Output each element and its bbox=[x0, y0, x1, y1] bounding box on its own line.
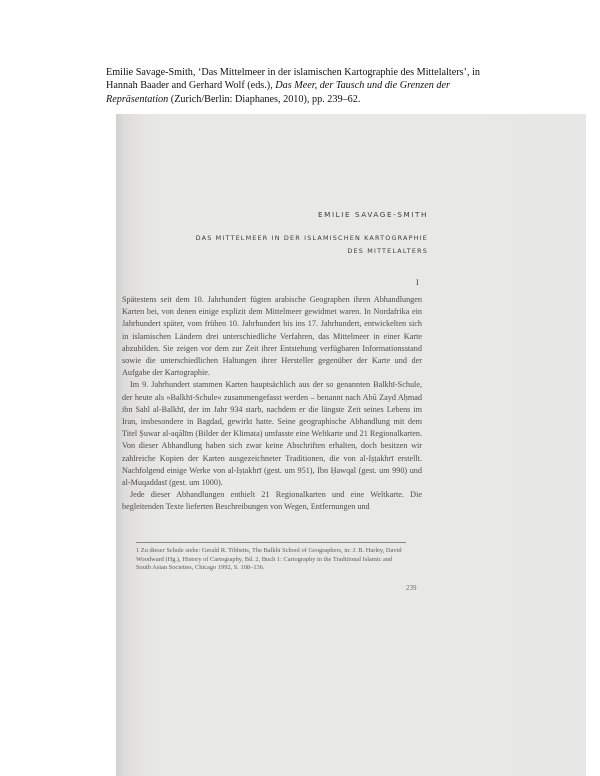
author-header: EMILIE SAVAGE-SMITH bbox=[318, 210, 428, 219]
paragraph-2: Im 9. Jahrhundert stammen Karten hauptsächlich aus der so genannten Balkhī-Schule, der heute als »Balkhī-Schule« zusammengefasst werden – benannt nach Abū Zayd Aḥmad ibn Sahl al-Balkhī, der im Jahr 934 starb, nachdem er die längste Zeit seines Lebens im Iran, insbesondere in Bagdad, gewirkt hatte. Seine geographische Abhandlung mit dem Titel Ṣuwar al-aqālīm (Bilder der Klimata) umfasste eine Weltkarte und 21 Regionalkarten. Von dieser Abhandlung haben sich zwar keine Abschriften erhalten, doch besitzen wir zahlreiche Kopien der Karten ausgezeichneter Traditionen, die von al-Iṣṭakhrī erstellt. Nachfolgend einige Werke von al-Iṣṭakhrī (gest. um 951), Ibn Ḥawqal (gest. um 990) und al-Muqaddasī (gest. um 1000). bbox=[122, 380, 422, 488]
paragraph-1: Spätestens seit dem 10. Jahrhundert fügten arabische Geographen ihren Abhandlungen Karten bei, von denen einige explizit dem Mittelmeer gewidmet waren. In Nordafrika ein Jahrhundert später, vom frühen 10. Jahrhundert bis ins 17. Jahrhundert, entwickelten sich in islamischen Ländern drei unterschiedliche Verfahren, das Mittelmeer in einer Karte abzubilden. Sie zeigen vor dem zur Zeit ihrer Entstehung verfügbaren Informationsstand sowie die unterschiedlichen Haltungen ihrer Hersteller gegenüber der Karte und der Aufgabe der Kartographie. bbox=[122, 295, 422, 378]
citation-text: Emilie Savage-Smith, ‘Das Mittelmeer in der islamischen Kartographie des Mittelalters’, in Hannah Baader and Gerhard Wolf (eds.), bbox=[106, 67, 481, 92]
citation-publication: (Zurich/Berlin: Diaphanes, 2010), pp. 239–62. bbox=[168, 93, 361, 105]
chapter-title bbox=[146, 232, 428, 258]
section-number: I bbox=[416, 278, 419, 287]
citation bbox=[106, 66, 506, 106]
footnote: 1 Zu dieser Schule siehe: Gerald R. Tibbetts, The Balkhī School of Geographers, in: J. B. Harley, David Woodward (Hg.), History of Cartography, Bd. 2, Buch 1: Cartography in the Traditional Islamic and South Asian Societies, Chicago 1992, S. 108–136. bbox=[136, 542, 406, 573]
citation-book-title: Das Meer, der Tausch und die Grenzen der Repräsentation bbox=[106, 80, 450, 105]
chapter-title-line-1: DAS MITTELMEER IN DER ISLAMISCHEN KARTOGRAPHIE bbox=[195, 234, 428, 242]
paragraph-3: Jede dieser Abhandlungen enthielt 21 Regionalkarten und eine Weltkarte. Die begleitenden Texte lieferten Beschreibungen von Wegen, Entfernungen und bbox=[122, 490, 422, 512]
scanned-page bbox=[116, 114, 586, 776]
body-text bbox=[122, 294, 422, 514]
page-number: 239 bbox=[406, 584, 417, 592]
chapter-title-line-2: DES MITTELALTERS bbox=[347, 247, 428, 255]
